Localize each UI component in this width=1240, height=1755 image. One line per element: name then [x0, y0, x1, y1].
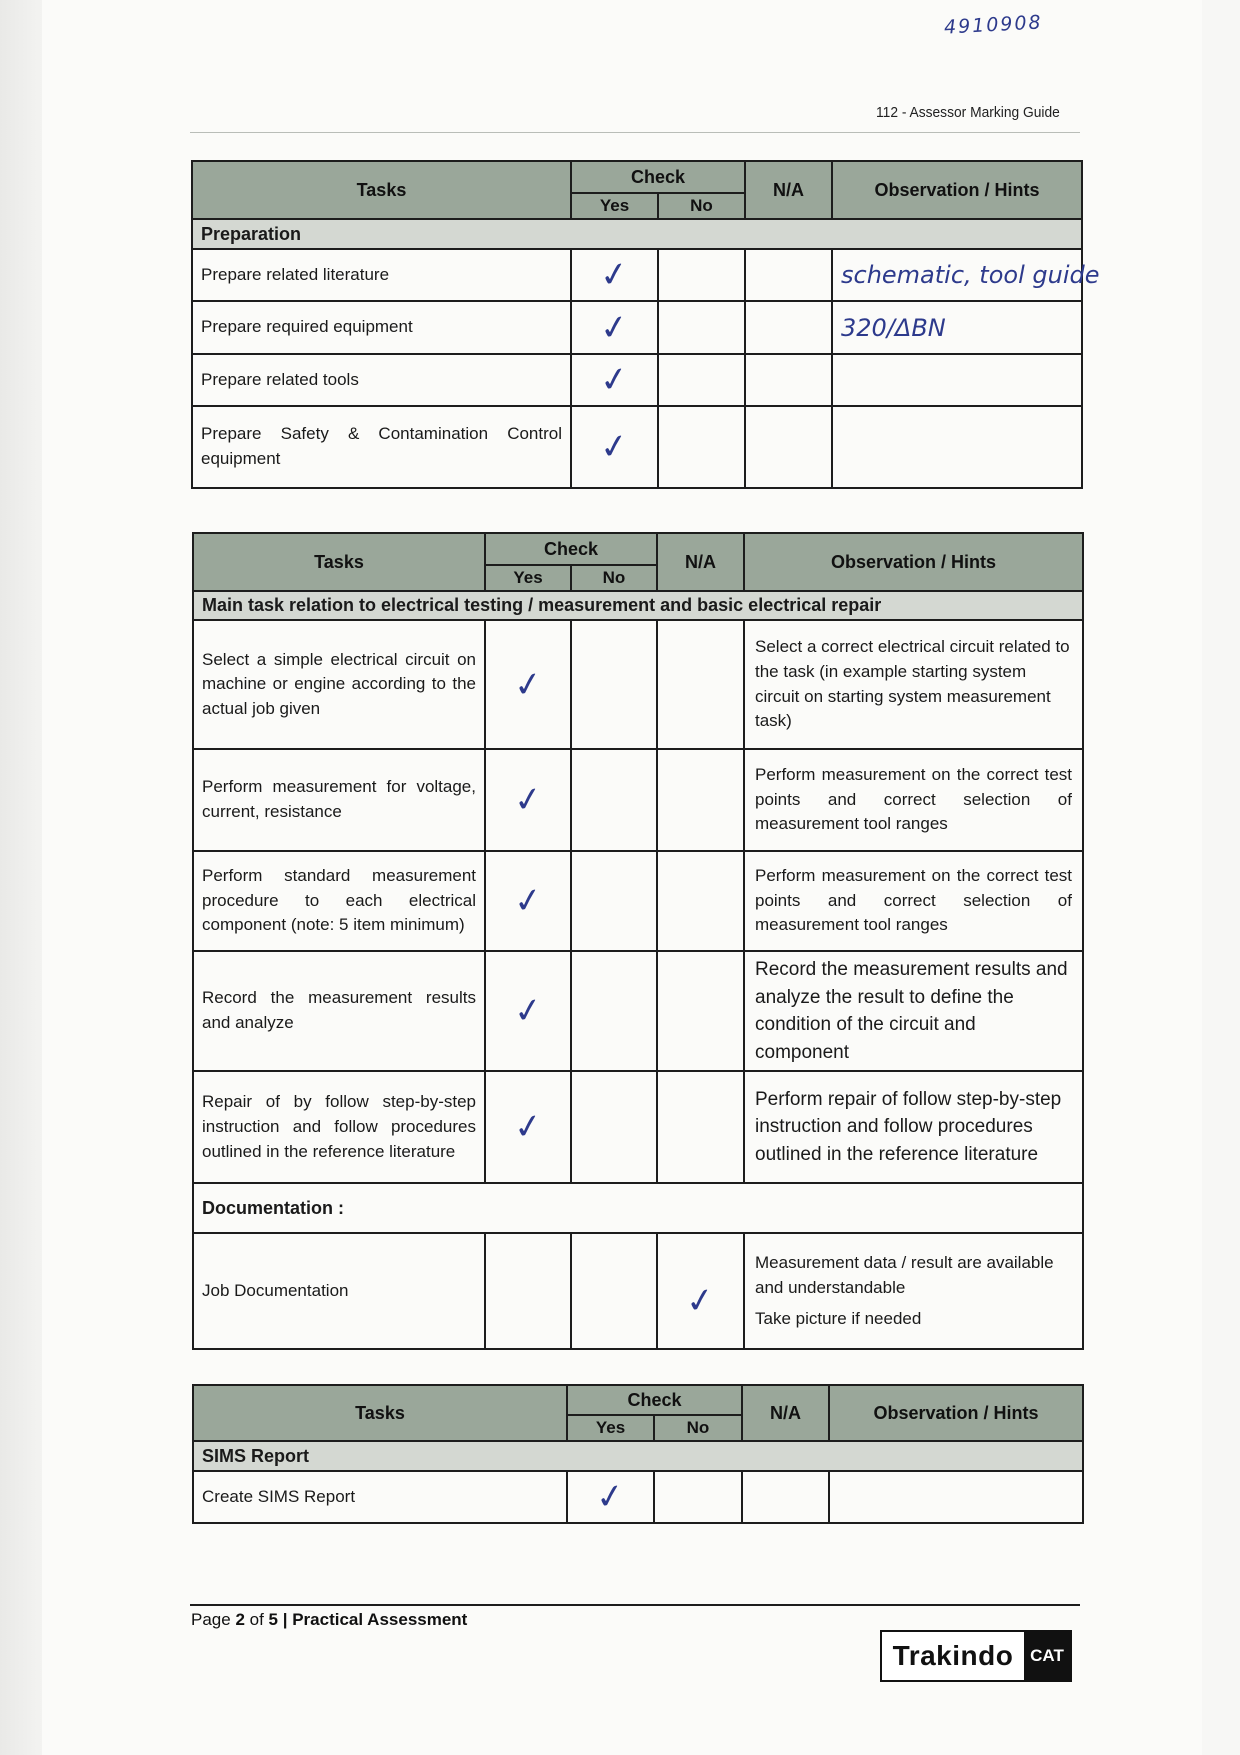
page-prefix: Page [191, 1610, 236, 1629]
logo-wordmark: Trakindo [892, 1640, 1014, 1671]
yes-cell[interactable] [571, 249, 658, 301]
col-header-no: No [571, 565, 657, 591]
no-cell[interactable] [571, 951, 657, 1071]
observation-hint: Perform measurement on the correct test points and correct selection of measurement tool ranges [744, 749, 1083, 851]
table-row [193, 620, 1083, 749]
checkmark-icon: ✓ [597, 305, 632, 350]
col-header-na: N/A [745, 161, 832, 219]
yes-cell[interactable] [485, 1071, 571, 1183]
na-cell[interactable] [657, 851, 744, 951]
no-cell[interactable] [658, 354, 745, 406]
task-label: Create SIMS Report [193, 1471, 567, 1523]
no-cell[interactable] [571, 749, 657, 851]
yes-cell[interactable] [485, 951, 571, 1071]
task-label: Job Documentation [193, 1233, 485, 1349]
observation-cell[interactable]: 320/ΔBN [832, 301, 1082, 354]
header-rule [190, 132, 1080, 133]
table-row [192, 301, 1082, 354]
col-header-tasks: Tasks [193, 533, 485, 591]
yes-cell[interactable] [571, 301, 658, 354]
na-cell[interactable] [745, 301, 832, 354]
na-cell[interactable] [745, 249, 832, 301]
na-cell[interactable] [745, 406, 832, 488]
col-header-no: No [654, 1415, 742, 1441]
table-row [193, 749, 1083, 851]
no-cell[interactable] [654, 1471, 742, 1523]
observation-hint-line: Take picture if needed [755, 1308, 922, 1328]
table-row [193, 1071, 1083, 1183]
yes-cell[interactable] [485, 851, 571, 951]
handwritten-doc-id: 4910908 [943, 11, 1044, 39]
no-cell[interactable] [571, 1233, 657, 1349]
yes-cell[interactable] [485, 620, 571, 749]
page-of: of [244, 1610, 269, 1629]
running-header: 112 - Assessor Marking Guide [876, 104, 1060, 121]
task-label: Prepare required equipment [192, 301, 571, 354]
task-label: Prepare Safety & Contamination Control equipment [192, 406, 571, 488]
na-cell[interactable] [657, 951, 744, 1071]
scan-edge [0, 0, 42, 1755]
cat-logo-icon: CAT [1024, 1632, 1070, 1680]
col-header-check: Check [567, 1385, 742, 1415]
checkmark-icon: ✓ [597, 358, 632, 402]
table-row [192, 354, 1082, 406]
col-header-observation: Observation / Hints [832, 161, 1082, 219]
no-cell[interactable] [571, 1071, 657, 1183]
section-sims-report: SIMS Report [193, 1441, 1083, 1471]
footer-rule [190, 1604, 1080, 1606]
na-cell[interactable] [657, 749, 744, 851]
no-cell[interactable] [571, 620, 657, 749]
checkmark-icon: ✓ [511, 1105, 545, 1149]
table-row [192, 406, 1082, 488]
task-label: Select a simple electrical circuit on machine or engine according to the actual job given [193, 620, 485, 749]
col-header-na: N/A [742, 1385, 829, 1441]
task-label: Prepare related literature [192, 249, 571, 301]
observation-cell[interactable] [829, 1471, 1083, 1523]
no-cell[interactable] [571, 851, 657, 951]
yes-cell[interactable] [485, 1233, 571, 1349]
page-total: 5 [268, 1610, 278, 1629]
col-header-yes: Yes [485, 565, 571, 591]
checkmark-icon: ✓ [593, 1475, 628, 1519]
yes-cell[interactable] [485, 749, 571, 851]
col-header-na: N/A [657, 533, 744, 591]
na-cell[interactable] [657, 1233, 744, 1349]
section-main-task: Main task relation to electrical testing / measurement and basic electrical repair [193, 591, 1083, 620]
task-label: Prepare related tools [192, 354, 571, 406]
col-header-no: No [658, 193, 745, 219]
sims-report-table [192, 1384, 1084, 1524]
yes-cell[interactable] [567, 1471, 654, 1523]
section-preparation: Preparation [192, 219, 1082, 249]
observation-hint: Select a correct electrical circuit related to the task (in example starting system circuit on starting system measurement task) [744, 620, 1083, 749]
task-label: Repair of by follow step-by-step instruction and follow procedures outlined in the reference literature [193, 1071, 485, 1183]
no-cell[interactable] [658, 406, 745, 488]
col-header-observation: Observation / Hints [744, 533, 1083, 591]
observation-cell[interactable] [832, 406, 1082, 488]
yes-cell[interactable] [571, 354, 658, 406]
observation-hint-line: Measurement data / result are available and understandable [755, 1253, 1054, 1297]
observation-hint: Perform repair of follow step-by-step instruction and follow procedures outlined in the reference literature [744, 1071, 1083, 1183]
col-header-yes: Yes [571, 193, 658, 219]
table-row [193, 851, 1083, 951]
table-row [193, 951, 1083, 1071]
na-cell[interactable] [745, 354, 832, 406]
col-header-observation: Observation / Hints [829, 1385, 1083, 1441]
col-header-yes: Yes [567, 1415, 654, 1441]
checkmark-icon: ✓ [683, 1279, 718, 1323]
col-header-tasks: Tasks [192, 161, 571, 219]
observation-cell[interactable] [832, 354, 1082, 406]
task-label: Perform standard measurement procedure to each electrical component (note: 5 item minimum) [193, 851, 485, 951]
na-cell[interactable] [657, 1071, 744, 1183]
col-header-check: Check [571, 161, 745, 193]
preparation-table [191, 160, 1100, 489]
na-cell[interactable] [742, 1471, 829, 1523]
checkmark-icon: ✓ [511, 989, 545, 1033]
table-row [192, 249, 1082, 301]
trakindo-cat-logo [880, 1630, 1072, 1682]
no-cell[interactable] [658, 301, 745, 354]
table-row [193, 1471, 1083, 1523]
table-row [193, 1233, 1083, 1349]
observation-cell[interactable]: schematic, tool guide [832, 249, 1082, 301]
task-label: Perform measurement for voltage, current, resistance [193, 749, 485, 851]
observation-hint: Perform measurement on the correct test points and correct selection of measurement tool ranges [744, 851, 1083, 951]
footer-separator: | [278, 1610, 293, 1629]
yes-cell[interactable] [571, 406, 658, 488]
checkmark-icon: ✓ [511, 778, 545, 822]
col-header-tasks: Tasks [193, 1385, 567, 1441]
na-cell[interactable] [657, 620, 744, 749]
col-header-check: Check [485, 533, 657, 565]
checkmark-icon: ✓ [597, 425, 632, 469]
checkmark-icon: ✓ [511, 879, 545, 923]
observation-hint: Record the measurement results and analyze the result to define the condition of the circuit and component [744, 951, 1083, 1071]
task-label: Record the measurement results and analyze [193, 951, 485, 1071]
page-current: 2 [235, 1610, 245, 1629]
page-footer [191, 1610, 467, 1630]
observation-hint [744, 1233, 1083, 1349]
checkmark-icon: ✓ [511, 662, 545, 707]
main-task-table [192, 532, 1084, 1350]
footer-title: Practical Assessment [292, 1610, 468, 1629]
no-cell[interactable] [658, 249, 745, 301]
checkmark-icon: ✓ [597, 253, 632, 297]
section-documentation: Documentation : [193, 1183, 1083, 1233]
